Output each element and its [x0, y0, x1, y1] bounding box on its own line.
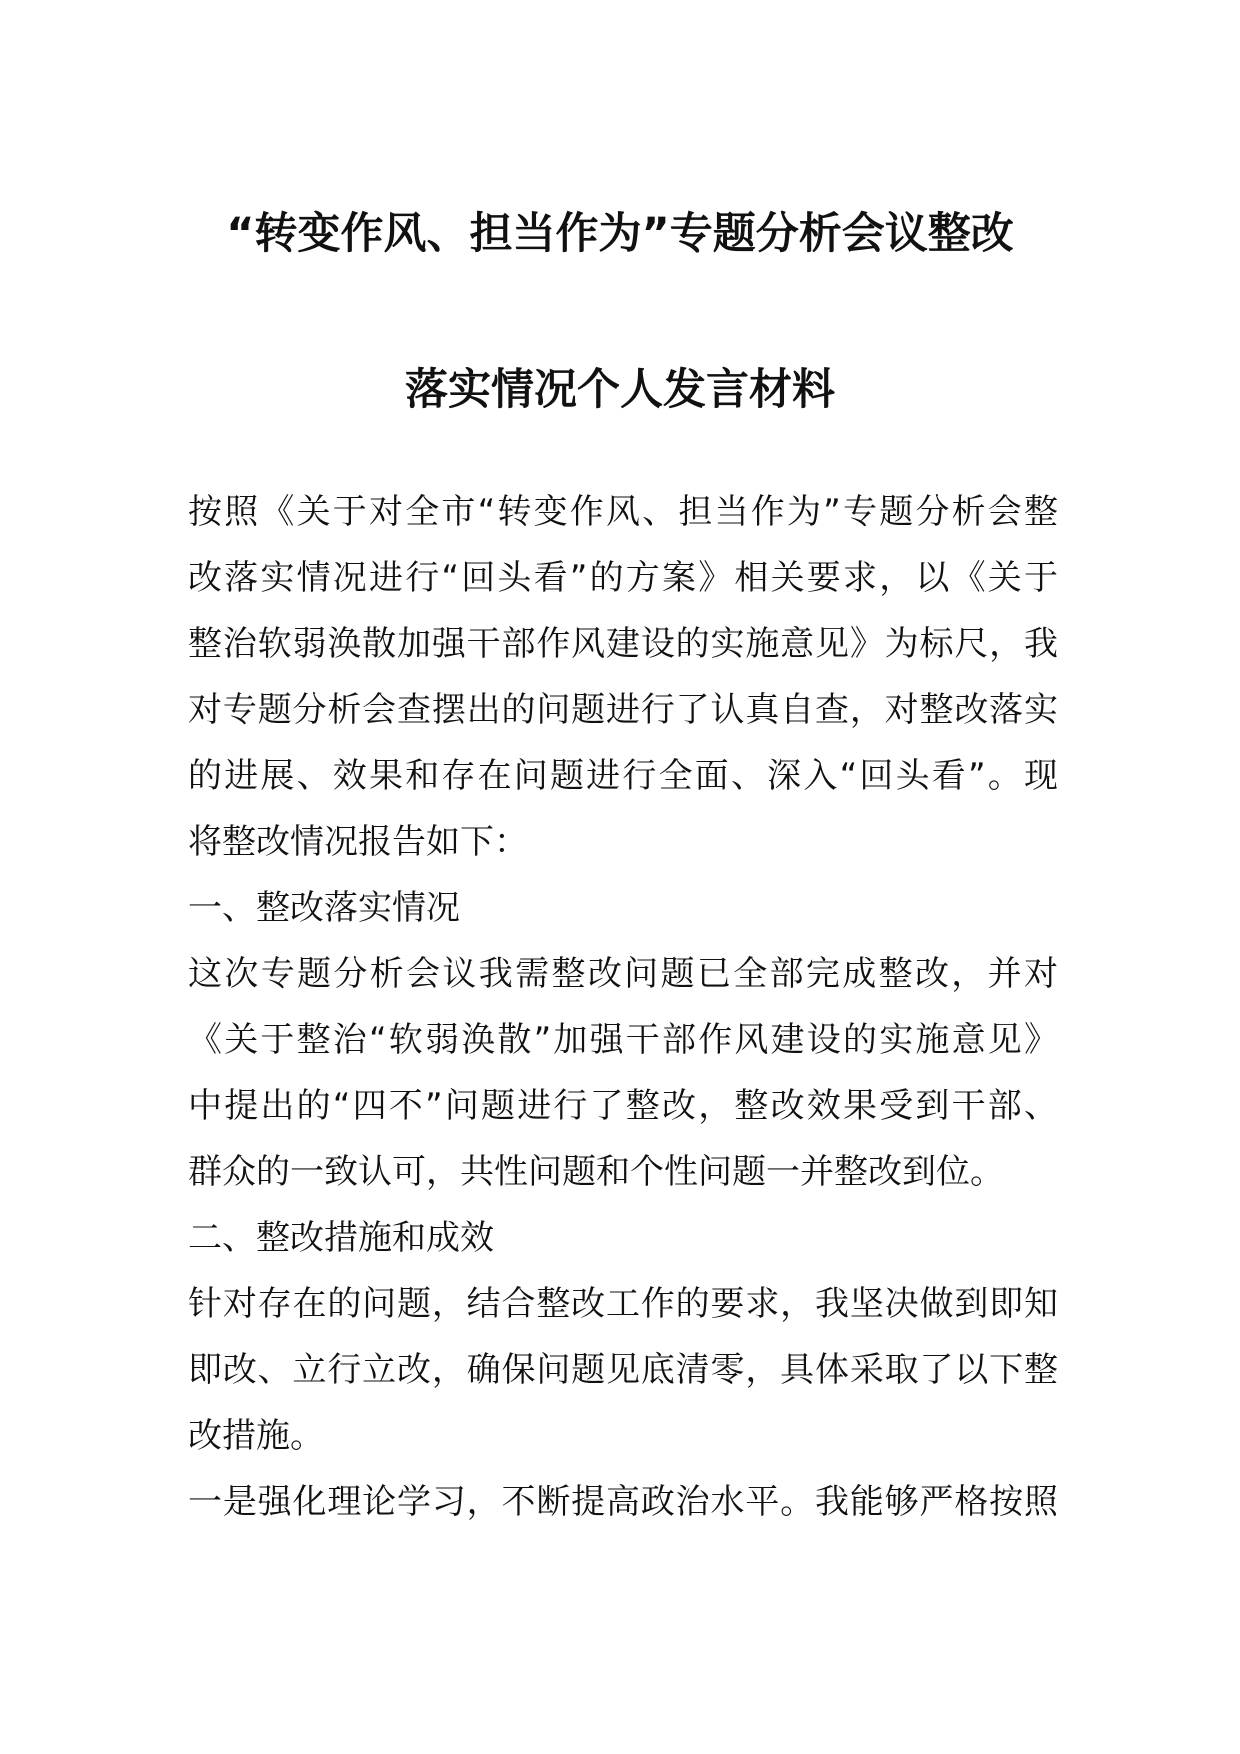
paragraph-rectification-status — [188, 941, 1058, 1205]
text-line: 的进展、效果和存在问题进行全面、深入“回头看”。现 — [188, 756, 1058, 796]
section-heading-1 — [188, 875, 1058, 941]
paragraph-measure-one — [188, 1469, 1058, 1535]
document-body — [188, 479, 1058, 1535]
paragraph-measures — [188, 1271, 1058, 1469]
document-title-line-1: “转变作风、担当作为”专题分析会议整改 — [226, 209, 1014, 259]
text-line: 中提出的“四不”问题进行了整改，整改效果受到干部、 — [188, 1086, 1058, 1126]
text-line: 《关于整治“软弱涣散”加强干部作风建设的实施意见》 — [188, 1020, 1058, 1060]
text-line: 改措施。 — [188, 1416, 324, 1456]
text-line: 一是强化理论学习，不断提高政治水平。我能够严格按照 — [188, 1482, 1058, 1522]
text-line: 对专题分析会查摆出的问题进行了认真自查，对整改落实 — [188, 690, 1058, 730]
text-line: 整治软弱涣散加强干部作风建设的实施意见》为标尺，我 — [188, 624, 1058, 664]
paragraph-intro — [188, 479, 1058, 875]
text-line: 这次专题分析会议我需整改问题已全部完成整改，并对 — [188, 954, 1058, 994]
section-heading-text: 二、整改措施和成效 — [188, 1218, 494, 1258]
text-line: 群众的一致认可，共性问题和个性问题一并整改到位。 — [188, 1152, 1004, 1192]
text-line: 即改、立行立改，确保问题见底清零，具体采取了以下整 — [188, 1350, 1058, 1390]
section-heading-2 — [188, 1205, 1058, 1271]
text-line: 按照《关于对全市“转变作风、担当作为”专题分析会整 — [188, 492, 1058, 532]
text-line: 针对存在的问题，结合整改工作的要求，我坚决做到即知 — [188, 1284, 1058, 1324]
section-heading-text: 一、整改落实情况 — [188, 888, 460, 928]
text-line: 改落实情况进行“回头看”的方案》相关要求，以《关于 — [188, 558, 1058, 598]
document-title-line-2: 落实情况个人发言材料 — [405, 365, 835, 415]
text-line: 将整改情况报告如下： — [188, 822, 528, 862]
